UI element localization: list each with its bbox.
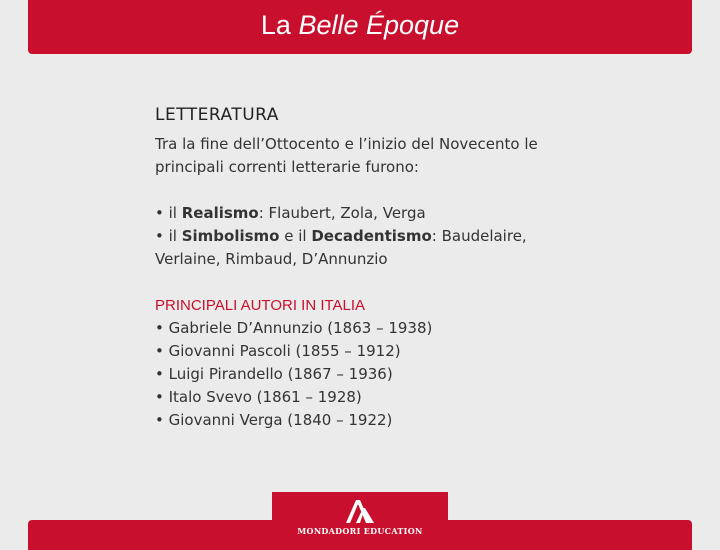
list-item-prefix: • il bbox=[155, 227, 182, 245]
mondadori-logo-icon bbox=[342, 498, 378, 524]
spacer bbox=[155, 271, 585, 294]
term-decadentismo: Decadentismo bbox=[311, 227, 432, 245]
list-item: • Giovanni Pascoli (1855 – 1912) bbox=[155, 342, 401, 360]
currents-list bbox=[155, 202, 585, 271]
authors-heading: PRINCIPALI AUTORI IN ITALIA bbox=[155, 297, 366, 314]
slide-title-prefix: La bbox=[260, 9, 299, 40]
list-item: • Giovanni Verga (1840 – 1922) bbox=[155, 411, 393, 429]
list-item bbox=[155, 202, 585, 225]
logo-text: MONDADORI EDUCATION bbox=[297, 526, 423, 536]
publisher-logo bbox=[272, 492, 448, 540]
list-item bbox=[155, 225, 585, 271]
list-item: • Luigi Pirandello (1867 – 1936) bbox=[155, 365, 393, 383]
list-item: • Gabriele D’Annunzio (1863 – 1938) bbox=[155, 319, 433, 337]
list-item-rest: : Baudelaire, Verlaine, Rimbaud, D’Annunzio bbox=[155, 227, 527, 268]
term-realismo: Realismo bbox=[181, 204, 259, 222]
section-heading: LETTERATURA bbox=[155, 105, 279, 125]
slide-title-emphasis: Belle Époque bbox=[298, 9, 460, 40]
slide-content bbox=[155, 104, 585, 432]
list-item-mid: e il bbox=[279, 227, 312, 245]
list-item-prefix: • il bbox=[155, 204, 182, 222]
term-simbolismo: Simbolismo bbox=[181, 227, 280, 245]
list-item: • Italo Svevo (1861 – 1928) bbox=[155, 388, 362, 406]
spacer bbox=[155, 179, 585, 202]
intro-paragraph: Tra la fine dell’Ottocento e l’inizio del Novecento le principali correnti letterarie furono: bbox=[155, 135, 538, 176]
authors-list bbox=[155, 317, 585, 432]
header-bar bbox=[28, 0, 692, 54]
slide-title bbox=[261, 10, 459, 41]
list-item-rest: : Flaubert, Zola, Verga bbox=[258, 204, 426, 222]
